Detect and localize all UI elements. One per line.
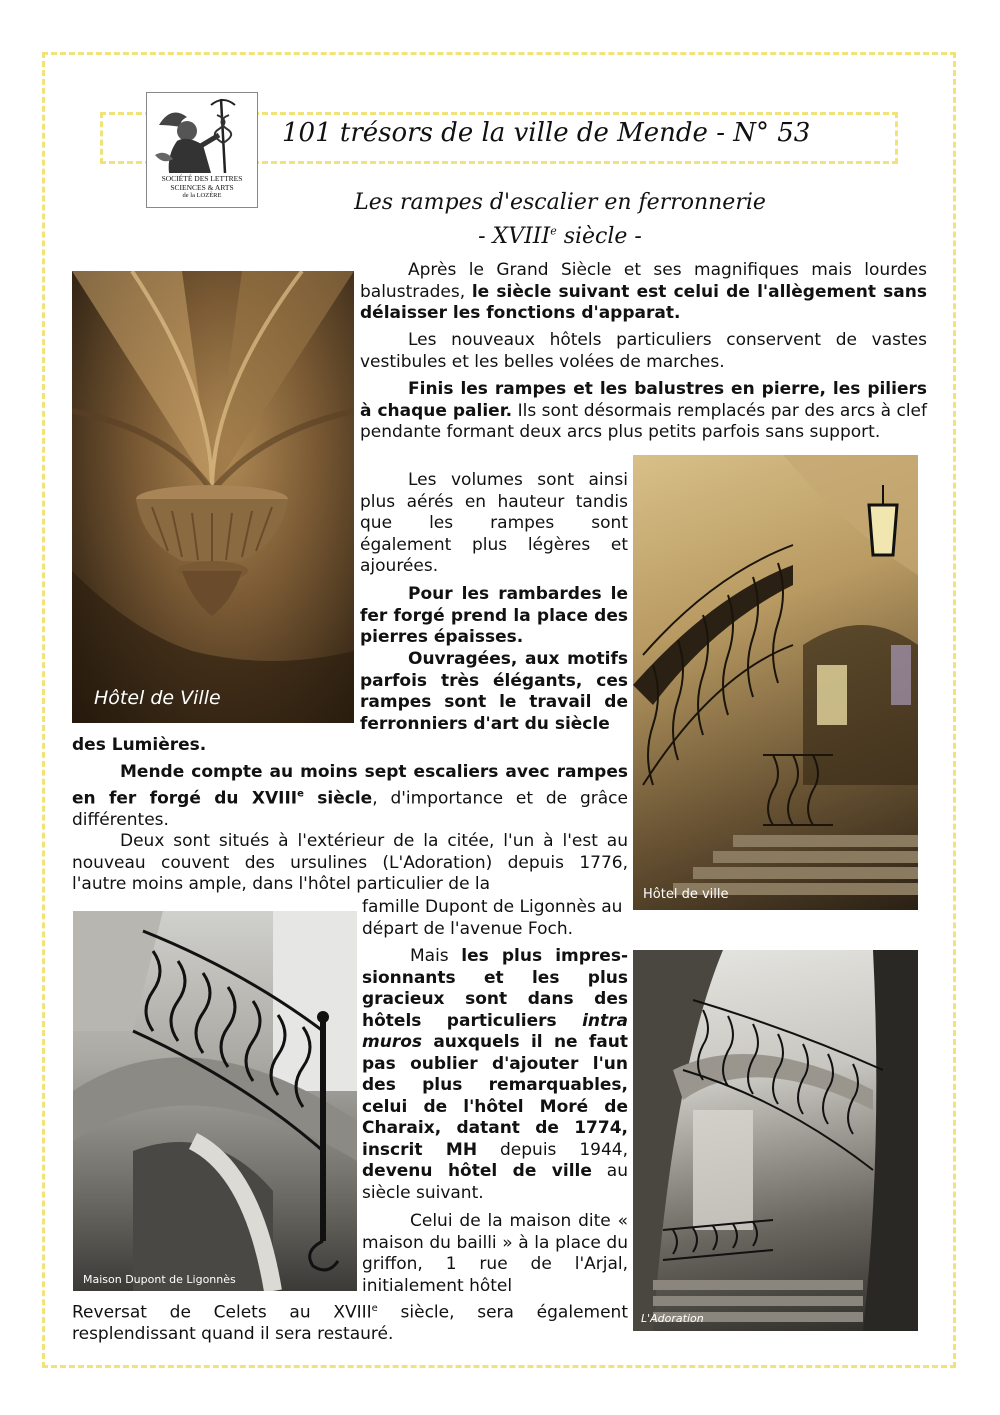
paragraph-8-end: famille Dupont de Ligonnès au départ de l'avenue Foch.: [362, 897, 623, 939]
paragraph-3: Finis les rampes et les balustres en pierre, les piliers à chaque palier. Ils sont désormais remplacés par des arcs à clef pendante formant deux arcs plus petits parfois sans support.: [360, 379, 927, 442]
caption-adoration: L'Adoration: [641, 1312, 704, 1325]
dupont-staircase-illustration: [73, 911, 357, 1291]
paragraph-1: Après le Grand Siècle et ses magnifiques mais lourdes balustrades, le siècle suivant est celui de l'allègement sans délaisser les fonctions d'apparat.: [360, 260, 927, 323]
paragraph-9: Mais les plus impres-sionnants et les plus gracieux sont dans des hôtels particuliers intra muros auxquels il ne faut pas oublier d'ajouter l'un des plus remarquables, celui de l'hôtel Moré de Charaix, datant de 1774, inscrit MH depuis 1944, devenu hôtel de ville au siècle suivant.: [362, 946, 629, 1203]
caption-maison-dupont: Maison Dupont de Ligonnès: [83, 1273, 236, 1286]
logo-line-1: SOCIÉTÉ DES LETTRES: [161, 174, 243, 183]
series-title: 101 trésors de la ville de Mende - N° 53: [282, 118, 811, 148]
paragraph-6-end: des Lumières.: [72, 735, 207, 755]
hermes-emblem-icon: [151, 95, 255, 175]
photo-adoration: [633, 950, 918, 1331]
logo-line-2: SCIENCES & ARTS: [170, 182, 234, 192]
adoration-staircase-illustration: [633, 950, 918, 1331]
photo-maison-dupont: [73, 911, 357, 1291]
photo-hotel-de-ville-vault: [72, 271, 354, 723]
logo-line-3: de la LOZÈRE: [182, 192, 222, 199]
vault-illustration: [72, 271, 354, 723]
paragraph-4: Les volumes sont ainsi plus aérés en hauteur tandis que les rampes sont également plus légères et ajourées.: [360, 470, 628, 576]
paragraph-5: Pour les rambardes le fer forgé prend la place des pierres épaisses.: [360, 584, 628, 647]
staircase-illustration: [633, 455, 918, 910]
paragraph-10: Celui de la maison dite « maison du bailli » à la place du griffon, 1 rue de l'Arjal, initialement hôtel: [362, 1211, 628, 1296]
caption-hotel-de-ville: Hôtel de Ville: [94, 687, 221, 709]
paragraph-2: Les nouveaux hôtels particuliers conservent de vastes vestibules et les belles volées de marches.: [360, 330, 927, 372]
photo-hotel-de-ville-staircase: [633, 455, 918, 910]
caption-hotel-de-ville-2: Hôtel de ville: [643, 887, 729, 902]
article-subtitle: - XVIIIe siècle -: [478, 224, 642, 249]
paragraph-6: Ouvragées, aux motifs parfois très élégants, ces rampes sont le travail de ferronniers d'art du siècle: [360, 649, 628, 734]
paragraph-7: Mende compte au moins sept escaliers avec rampes en fer forgé du XVIIIe siècle, d'importance et de grâce différentes.: [72, 762, 628, 830]
article-title: Les rampes d'escalier en ferronnerie: [354, 190, 766, 215]
paragraph-10-end: Reversat de Celets au XVIIIe siècle, sera également resplendissant quand il sera restauré.: [72, 1302, 628, 1345]
paragraph-8: Deux sont situés à l'extérieur de la citée, l'un à l'est au nouveau couvent des ursulines (L'Adoration) depuis 1776, l'autre moins ample, dans l'hôtel particulier de la: [72, 831, 628, 894]
